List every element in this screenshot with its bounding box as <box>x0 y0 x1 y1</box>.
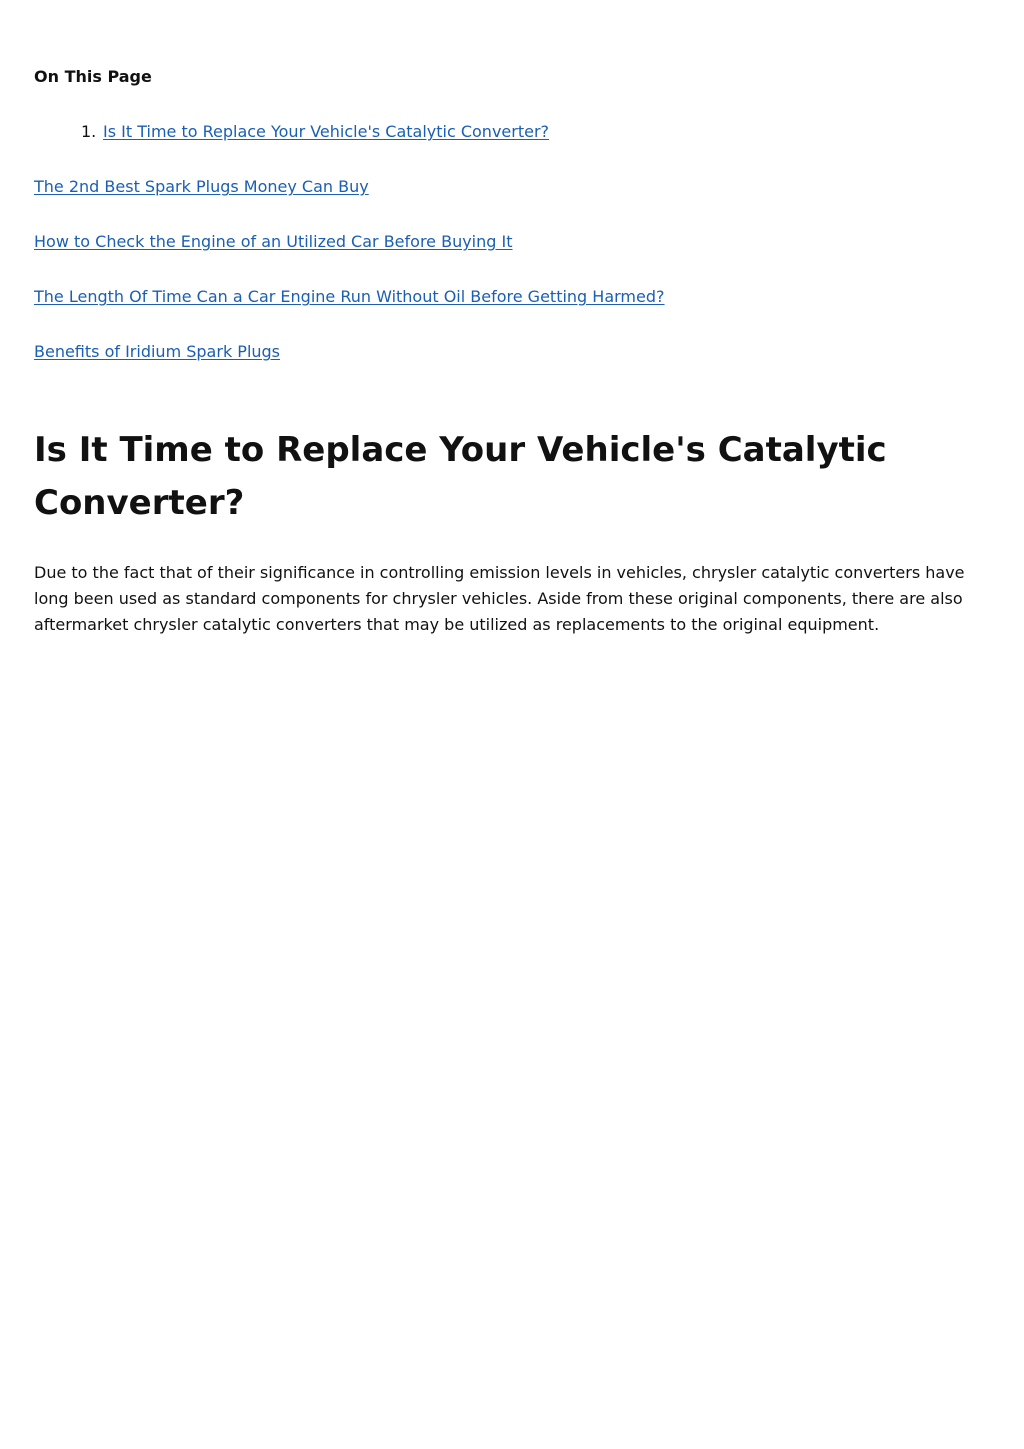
toc-link-row <box>34 175 369 199</box>
toc-list-item <box>34 120 549 144</box>
toc-link-row <box>34 230 513 254</box>
article-title: Is It Time to Replace Your Vehicle's Catalytic Converter? <box>34 430 887 523</box>
toc-link-spark-plugs[interactable]: The 2nd Best Spark Plugs Money Can Buy <box>34 177 369 196</box>
article-paragraph: Due to the fact that of their significance in controlling emission levels in vehicles, chrysler catalytic converters have long been used as standard components for chrysler vehicles. Aside from these original components, there are also aftermarket chrysler catalytic converters that may be utilized as replacements to the original equipment. <box>34 563 965 634</box>
toc-link-row <box>34 285 665 309</box>
toc-link-engine-without-oil[interactable]: The Length Of Time Can a Car Engine Run Without Oil Before Getting Harmed? <box>34 287 665 306</box>
toc-link-iridium-spark-plugs[interactable]: Benefits of Iridium Spark Plugs <box>34 342 281 361</box>
toc-link-check-engine[interactable]: How to Check the Engine of an Utilized Car Before Buying It <box>34 232 513 251</box>
toc-link-row <box>34 340 280 364</box>
toc-heading: On This Page <box>34 67 152 86</box>
toc-numbered-list <box>34 120 549 144</box>
toc-link-catalytic-converter[interactable]: Is It Time to Replace Your Vehicle's Catalytic Converter? <box>103 122 550 141</box>
toc-list-number: 1. <box>81 122 97 141</box>
